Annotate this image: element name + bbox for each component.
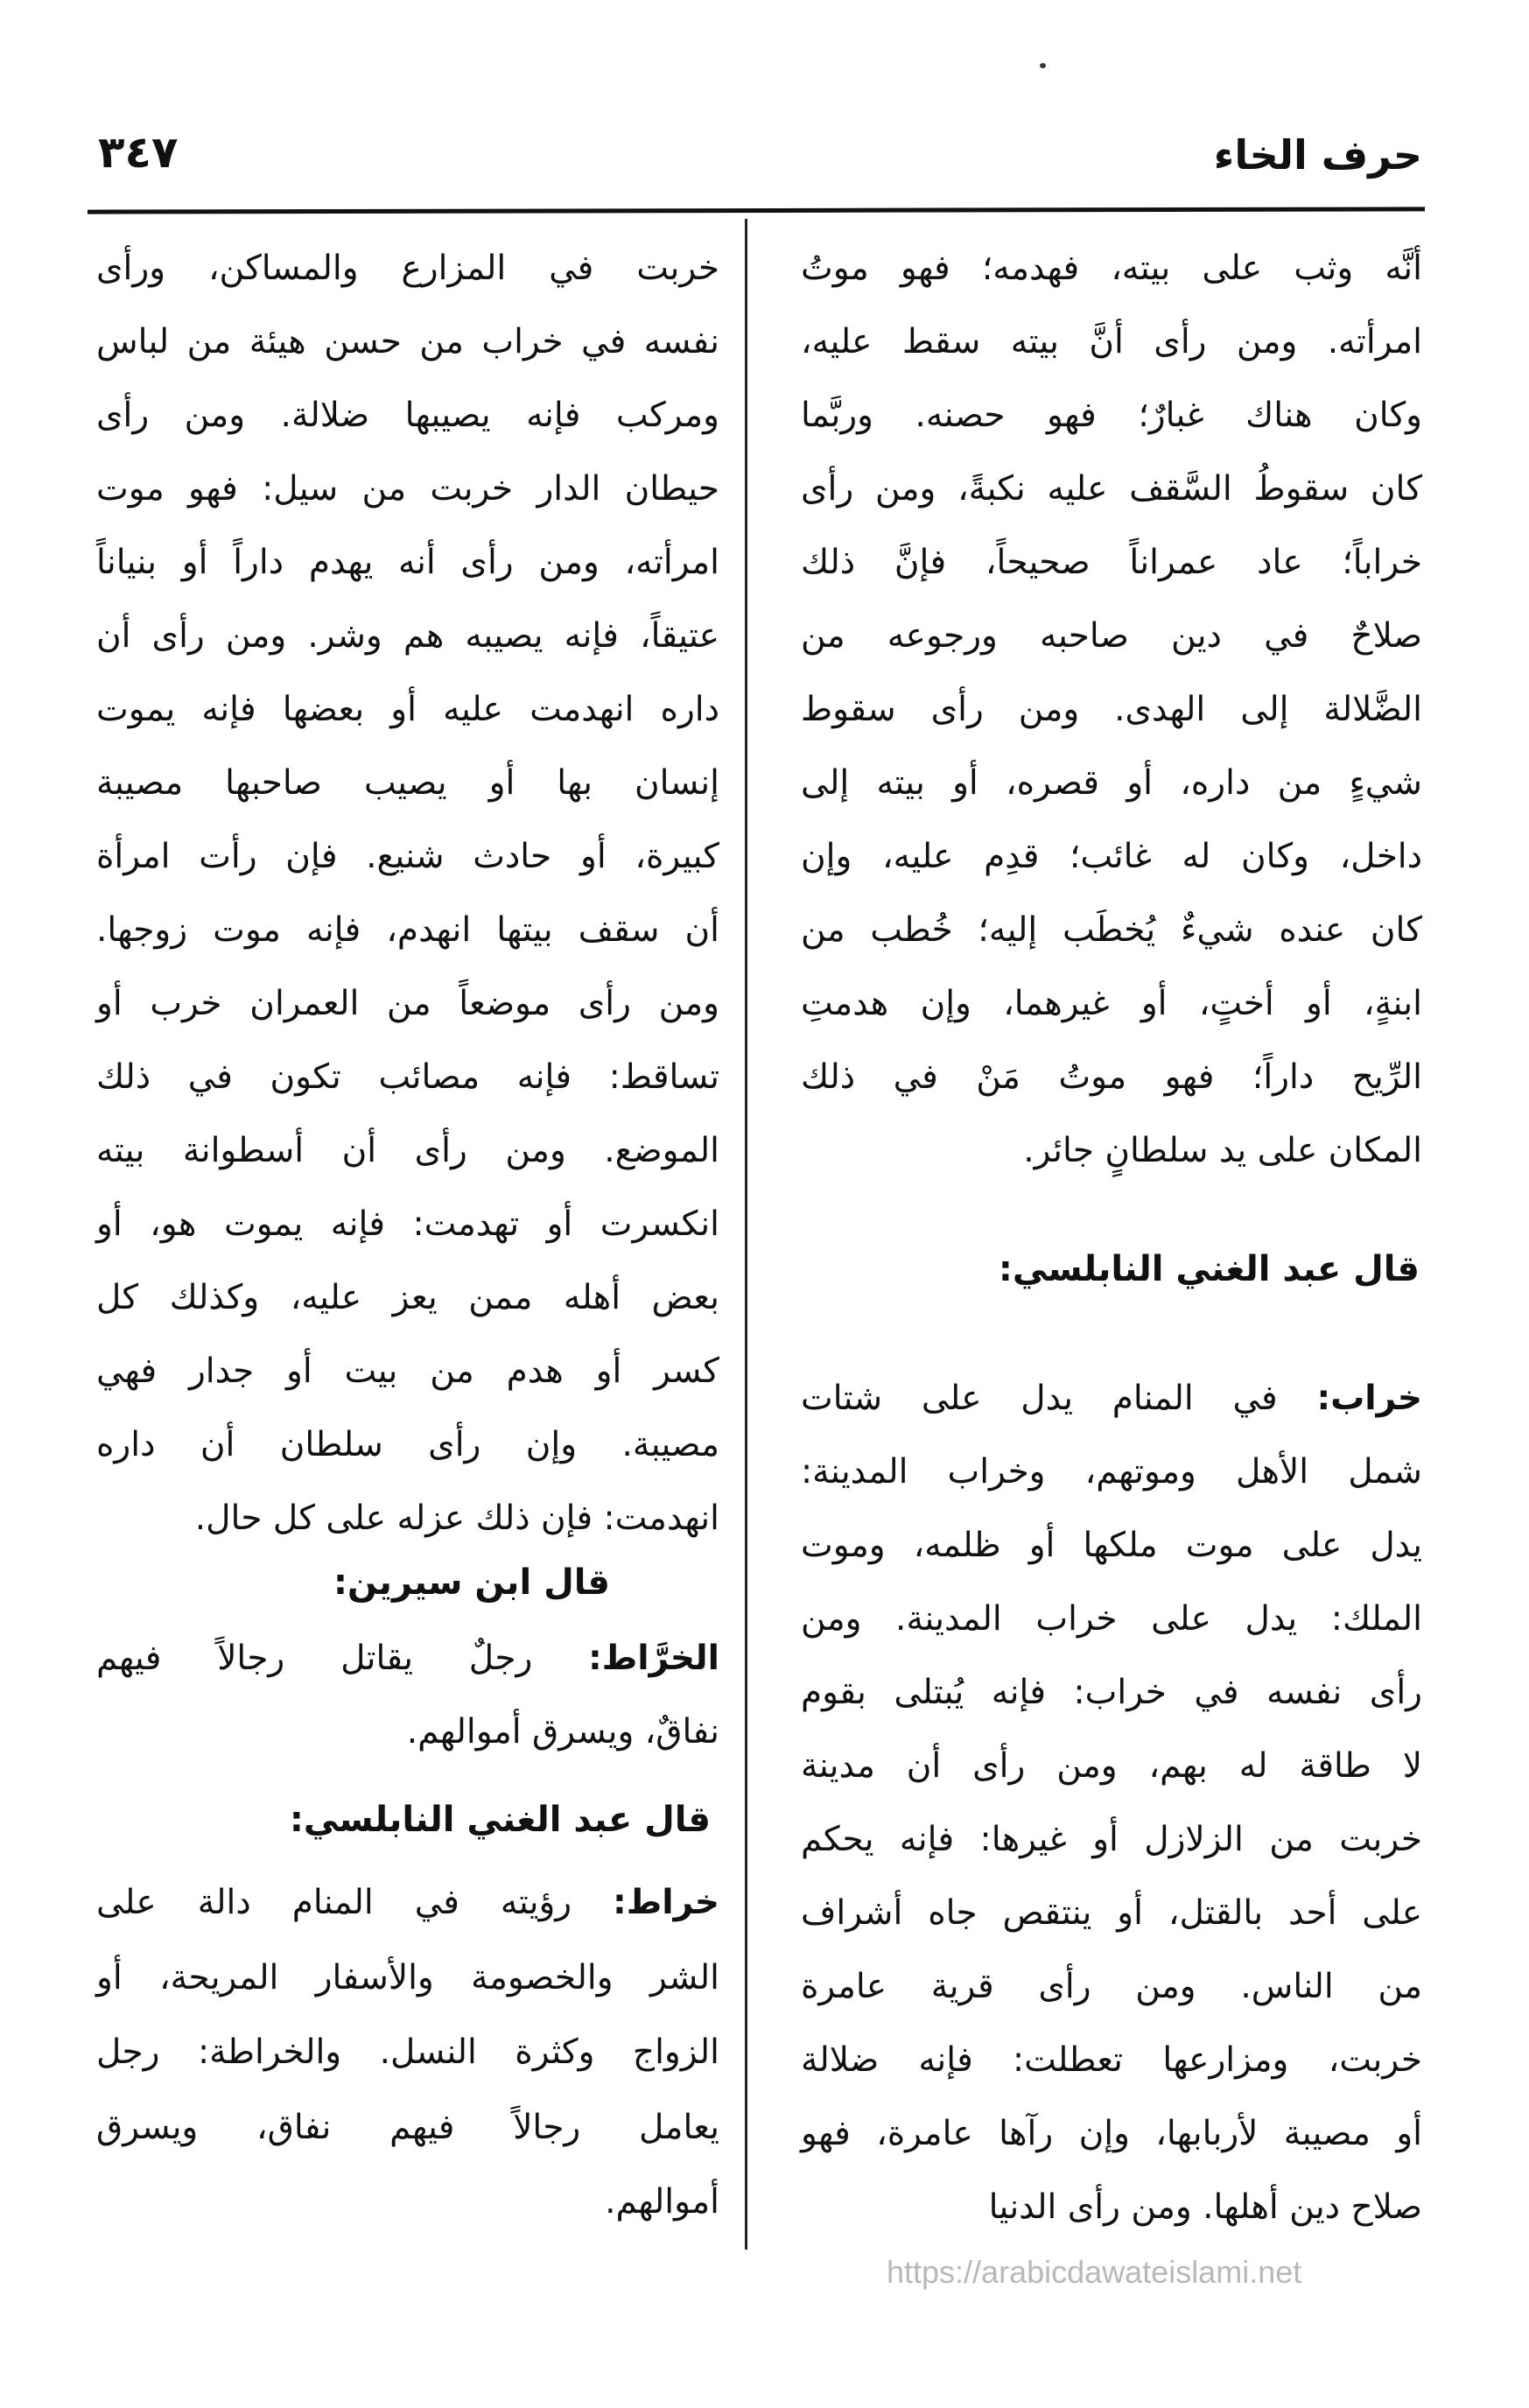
text-line (96, 1865, 719, 1941)
text-line: ابنةٍ، أو أختٍ، أو غيرهما، وإن هدمتِ (801, 984, 1422, 1023)
text-line: ومن رأى موضعاً من العمران خرب أو (96, 984, 719, 1023)
column-divider (745, 219, 747, 2250)
text-line: انهدمت: فإن ذلك عزله على كل حال. (194, 1499, 719, 1538)
text-line: كان عنده شيءٌ يُخطَب إليه؛ خُطب من (801, 910, 1422, 950)
text-line: تساقط: فإنه مصائب تكون في ذلك (96, 1057, 719, 1097)
text-line: كبيرة، أو حادث شنيع. فإن رأت امرأة (96, 837, 719, 876)
entry-term: خراط: (613, 1883, 719, 1922)
text-line: نفاقٌ، ويسرق أموالهم. (406, 1712, 719, 1752)
left-heading-ibn-sirin: قال ابن سيرين: (333, 1562, 610, 1603)
text-line: أن سقف بيتها انهدم، فإنه موت زوجها. (96, 910, 719, 950)
text-line: صلاحٌ في دين صاحبه ورجوعه من (801, 616, 1422, 656)
right-paragraph-1 (801, 232, 1422, 1188)
text-line: خربت من الزلازل أو غيرها: فإنه يحكم (801, 1820, 1422, 1859)
text-line: أموالهم. (605, 2182, 719, 2222)
text-line: على أحد بالقتل، أو ينتقص جاه أشراف (801, 1893, 1422, 1933)
text-line: المكان على يد سلطانٍ جائر. (1023, 1131, 1422, 1170)
left-entry-alkharrat (96, 1622, 719, 1769)
text-line: الموضع. ومن رأى أن أسطوانة بيته (96, 1131, 719, 1170)
text-line: داخل، وكان له غائب؛ قدِم عليه، وإن (801, 837, 1422, 876)
text-line: إنسان بها أو يصيب صاحبها مصيبة (96, 763, 719, 803)
text-line: رأى نفسه في خراب: فإنه يُبتلى بقوم (801, 1673, 1422, 1712)
text-line: خربت، ومزارعها تعطلت: فإنه ضلالة (801, 2040, 1422, 2080)
text-line: بعض أهله ممن يعز عليه، وكذلك كل (96, 1278, 719, 1317)
entry-text: رؤيته في المنام دالة على (96, 1883, 614, 1922)
text-line: الشر والخصومة والأسفار المريحة، أو (96, 1957, 719, 1997)
text-line: الرِّيح داراً؛ فهو موتُ مَنْ في ذلك (801, 1057, 1422, 1097)
header-rule (88, 207, 1425, 214)
left-heading-nabulsi: قال عبد الغني النابلسي: (289, 1800, 711, 1840)
text-line: امرأته، ومن رأى أنه يهدم داراً أو بنياناً (96, 543, 719, 582)
text-line: أو مصيبة لأربابها، وإن رآها عامرة، فهو (801, 2114, 1422, 2153)
text-line: خربت في المزارع والمساكن، ورأى (96, 249, 719, 288)
left-paragraph-1 (96, 232, 719, 1555)
text-line: خراباً؛ عاد عمراناً صحيحاً، فإنَّ ذلك (801, 543, 1422, 582)
text-line (801, 1362, 1422, 1436)
right-entry-kharab (801, 1362, 1422, 2244)
text-line: لا طاقة له بهم، ومن رأى أن مدينة (801, 1746, 1422, 1786)
text-line: من الناس. ومن رأى قرية عامرة (801, 1967, 1422, 2006)
page-number: ٣٤٧ (98, 127, 179, 178)
entry-term: الخرَّاط: (588, 1639, 719, 1678)
text-line: أنَّه وثب على بيته، فهدمه؛ فهو موتُ (801, 249, 1422, 288)
text-line: كان سقوطُ السَّقف عليه نكبةً، ومن رأى (801, 469, 1422, 509)
text-line (96, 1622, 719, 1695)
text-line: وكان هناك غبارٌ؛ فهو حصنه. وربَّما (801, 396, 1422, 435)
text-line: انكسرت أو تهدمت: فإنه يموت هو، أو (96, 1204, 719, 1244)
text-line: الضَّلالة إلى الهدى. ومن رأى سقوط (801, 690, 1422, 729)
text-line: داره انهدمت عليه أو بعضها فإنه يموت (96, 690, 719, 729)
entry-term: خراب: (1316, 1379, 1422, 1418)
scan-speck (1040, 63, 1046, 68)
running-header-title: حرف الخاء (1213, 131, 1422, 179)
left-entry-kharrat (96, 1865, 719, 2240)
text-line: الملك: يدل على خراب المدينة. ومن (801, 1599, 1422, 1639)
text-line: مصيبة. وإن رأى سلطان أن داره (96, 1425, 719, 1464)
text-line: كسر أو هدم من بيت أو جدار فهي (96, 1351, 719, 1391)
text-line: يعامل رجالاً فيهم نفاق، ويسرق (96, 2107, 719, 2147)
text-line: شيءٍ من داره، أو قصره، أو بيته إلى (801, 763, 1422, 803)
right-heading-nabulsi: قال عبد الغني النابلسي: (998, 1249, 1420, 1289)
watermark-url: https://arabicdawateislami.net (887, 2254, 1302, 2290)
entry-text: رجلٌ يقاتل رجالاً فيهم (96, 1639, 589, 1678)
text-line: شمل الأهل وموتهم، وخراب المدينة: (801, 1452, 1422, 1492)
text-line: عتيقاً، فإنه يصيبه هم وشر. ومن رأى أن (96, 616, 719, 656)
text-line: امرأته. ومن رأى أنَّ بيته سقط عليه، (801, 322, 1422, 362)
text-line: يدل على موت ملكها أو ظلمه، وموت (801, 1526, 1422, 1565)
text-line: ومركب فإنه يصيبها ضلالة. ومن رأى (96, 396, 719, 435)
text-line: صلاح دين أهلها. ومن رأى الدنيا (988, 2187, 1422, 2227)
text-line: نفسه في خراب من حسن هيئة من لباس (96, 322, 719, 362)
entry-text: في المنام يدل على شتات (801, 1379, 1317, 1418)
text-line: حيطان الدار خربت من سيل: فهو موت (96, 469, 719, 509)
text-line: الزواج وكثرة النسل. والخراطة: رجل (96, 2032, 719, 2072)
